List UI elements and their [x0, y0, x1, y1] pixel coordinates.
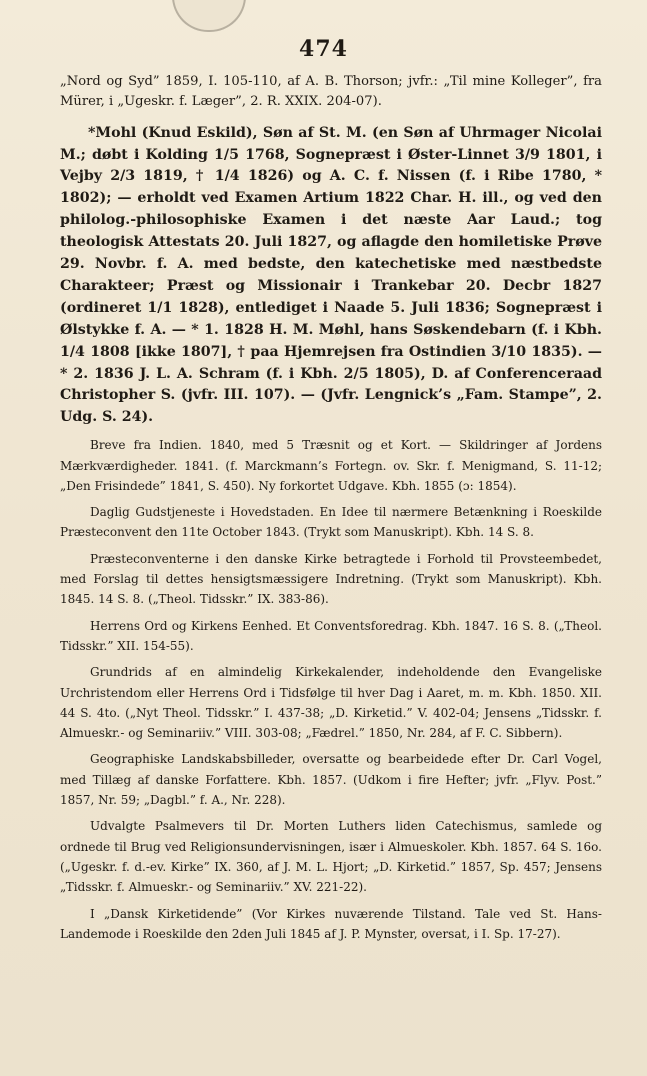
publication-entry: Grundrids af en almindelig Kirkekalender, indeholdende den Evangeliske Urchristendom eller Herrens Ord i Tidsfølge til hver Dag i Aaret, m. m. Kbh. 1850. XII. 44 S. 4to. („Nyt Theol. Tidsskr.” I. 437-38; „D. Kirketid.” V. 402-04; Jensens „Tidsskr. f. Almueskr.- og Seminariiv.” VIII. 303-08; „Fædrel.” 1850, Nr. 284, af F. C. Sibbern). [60, 665, 602, 741]
publication-entry: Udvalgte Psalmevers til Dr. Morten Luthers liden Catechismus, samlede og ordnede til Brug ved Religionsundervisningen, især i Almueskoler. Kbh. 1857. 64 S. 16o. („Ugeskr. f. d.-ev. Kirke” IX. 360, af J. M. L. Hjort; „D. Kirketid.” 1857, Sp. 457; Jensens „Tidsskr. f. Almueskr.- og Seminariiv.” XV. 221-22). [60, 819, 602, 895]
publication-entry: Breve fra Indien. 1840, med 5 Træsnit og et Kort. — Skildringer af Jordens Mærkværdigheder. 1841. (f. Marckmann’s Fortegn. ov. Skr. f. Menigmand, S. 11-12; „Den Frisindede” 1841, S. 450). Ny forkortet Udgave. Kbh. 1855 (ɔ: 1854). [60, 438, 602, 493]
page-number: 474 [299, 36, 348, 62]
continued-bibliography-text: „Nord og Syd” 1859, I. 105-110, af A. B. Thorson; jvfr.: „Til mine Kolleger”, fra Mürer, i „Ugeskr. f. Læger”, 2. R. XXIX. 204-07). [60, 74, 602, 110]
document-text [60, 72, 602, 944]
biography-entry: *Mohl (Knud Eskild), Søn af St. M. (en Søn af Uhrmager Nicolai M.; døbt i Kolding 1/5 1768, Sognepræst i Øster-Linnet 3/9 1801, i Vejby 2/3 1819, † 1/4 1826) og A. C. f. Nissen (f. i Ribe 1780, * 1802); — erholdt ved Examen Artium 1822 Char. H. ill., og ved den philolog.-philosophiske Examen i det næste Aar Laud.; tog theologisk Attestats 20. Juli 1827, og aflagde den homiletiske Prøve 29. Novbr. f. A. med bedste, den katechetiske med næstbedste Charakteer; Præst og Missionair i Trankebar 20. Decbr 1827 (ordineret 1/1 1828), entlediget i Naade 5. Juli 1836; Sognepræst i Ølstykke f. A. — * 1. 1828 H. M. Møhl, hans Søskendebarn (f. i Kbh. 1/4 1808 [ikke 1807], † paa Hjemrejsen fra Ostindien 3/10 1835). — * 2. 1836 J. L. A. Schram (f. i Kbh. 2/5 1805), D. af Conferenceraad Christopher S. (jvfr. III. 107). — (Jvfr. Lengnick’s „Fam. Stampe”, 2. Udg. S. 24). [60, 124, 602, 426]
publication-entry: Herrens Ord og Kirkens Eenhed. Et Conventsforedrag. Kbh. 1847. 16 S. 8. („Theol. Tidsskr.” XII. 154-55). [60, 618, 602, 653]
publication-entry: Daglig Gudstjeneste i Hovedstaden. En Idee til nærmere Betænkning i Roeskilde Præsteconvent den 11te October 1843. (Trykt som Manuskript). Kbh. 14 S. 8. [60, 505, 602, 540]
publication-entry: Geographiske Landskabsbilleder, oversatte og bearbeidede efter Dr. Carl Vogel, med Tillæg af danske Forfattere. Kbh. 1857. (Udkom i fire Hefter; jvfr. „Flyv. Post.” 1857, Nr. 59; „Dagbl.” f. A., Nr. 228). [60, 752, 602, 808]
publication-entry: I „Dansk Kirketidende” (Vor Kirkes nuværende Tilstand. Tale ved St. Hans-Landemode i Roeskilde den 2den Juli 1845 af J. P. Mynster, oversat, i I. Sp. 17-27). [60, 906, 602, 941]
publication-entry: Præsteconventerne i den danske Kirke betragtede i Forhold til Provsteembedet, med Forslag til dettes hensigtsmæssigere Indretning. (Trykt som Manuskript). Kbh. 1845. 14 S. 8. („Theol. Tidsskr.” IX. 383-86). [60, 551, 602, 607]
